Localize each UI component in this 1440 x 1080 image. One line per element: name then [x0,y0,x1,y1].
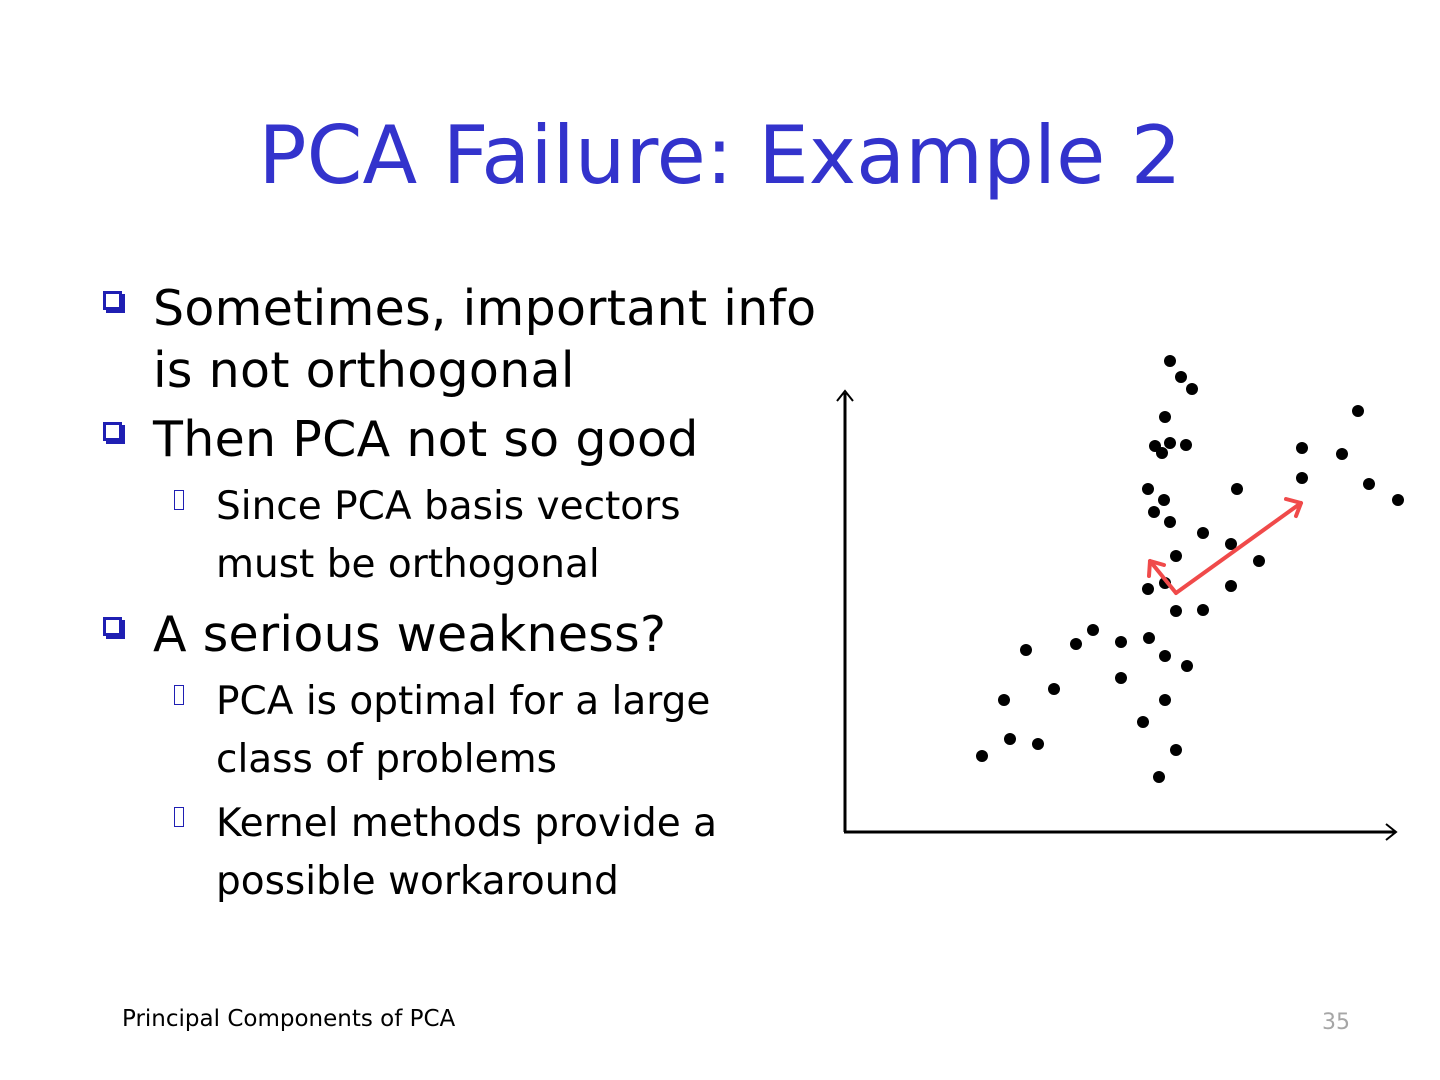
slide-title: PCA Failure: Example 2 [258,109,1182,202]
data-point [1048,683,1060,695]
sub-bullet-3-2-line-2: possible workaround [216,859,619,904]
data-point [1153,771,1165,783]
sub-bullet-2-1-line-1: Since PCA basis vectors [216,484,681,529]
data-point [1158,494,1170,506]
data-point [1336,448,1348,460]
data-point [1156,447,1168,459]
data-point [1352,405,1364,417]
data-point [1004,733,1016,745]
data-point [1197,527,1209,539]
data-point [1231,483,1243,495]
data-point [1296,442,1308,454]
data-point [1170,605,1182,617]
bullet-3-line-1: A serious weakness? [153,606,667,663]
data-point [1186,383,1198,395]
principal-vectors [1149,499,1301,593]
data-point [1032,738,1044,750]
data-point [1363,478,1375,490]
data-point [1181,660,1193,672]
data-point [1170,550,1182,562]
data-point [1253,555,1265,567]
data-point [1115,672,1127,684]
data-point [1159,694,1171,706]
data-point [1180,439,1192,451]
data-point [1164,516,1176,528]
data-point [1087,624,1099,636]
data-points [976,355,1404,783]
data-point [1296,472,1308,484]
data-point [1197,604,1209,616]
data-point [1148,506,1160,518]
sub-bullet-3-1-line-2: class of problems [216,737,557,782]
data-point [1392,494,1404,506]
data-point [998,694,1010,706]
sub-bullet-3-2-line-1: Kernel methods provide a [216,801,718,846]
page-number: 35 [1322,1010,1350,1035]
data-point [1225,580,1237,592]
bullet-1-line-2: is not orthogonal [153,342,575,399]
data-point [976,750,988,762]
data-point [1142,583,1154,595]
bullet-2-line-1: Then PCA not so good [153,411,699,468]
data-point [1143,632,1155,644]
data-point [1159,411,1171,423]
data-point [1164,437,1176,449]
data-point [1137,716,1149,728]
data-point [1170,744,1182,756]
axes [837,391,1396,840]
data-point [1142,483,1154,495]
data-point [1070,638,1082,650]
data-point [1159,650,1171,662]
data-point [1164,355,1176,367]
data-point [1020,644,1032,656]
principal-vector-long [1176,503,1301,593]
data-point [1175,371,1187,383]
sub-bullet-3-1-line-1: PCA is optimal for a large [216,679,711,724]
sub-bullet-2-1-line-2: must be orthogonal [216,542,600,587]
bullet-1-line-1: Sometimes, important info [153,280,817,337]
data-point [1115,636,1127,648]
footer-text: Principal Components of PCA [122,1006,456,1032]
